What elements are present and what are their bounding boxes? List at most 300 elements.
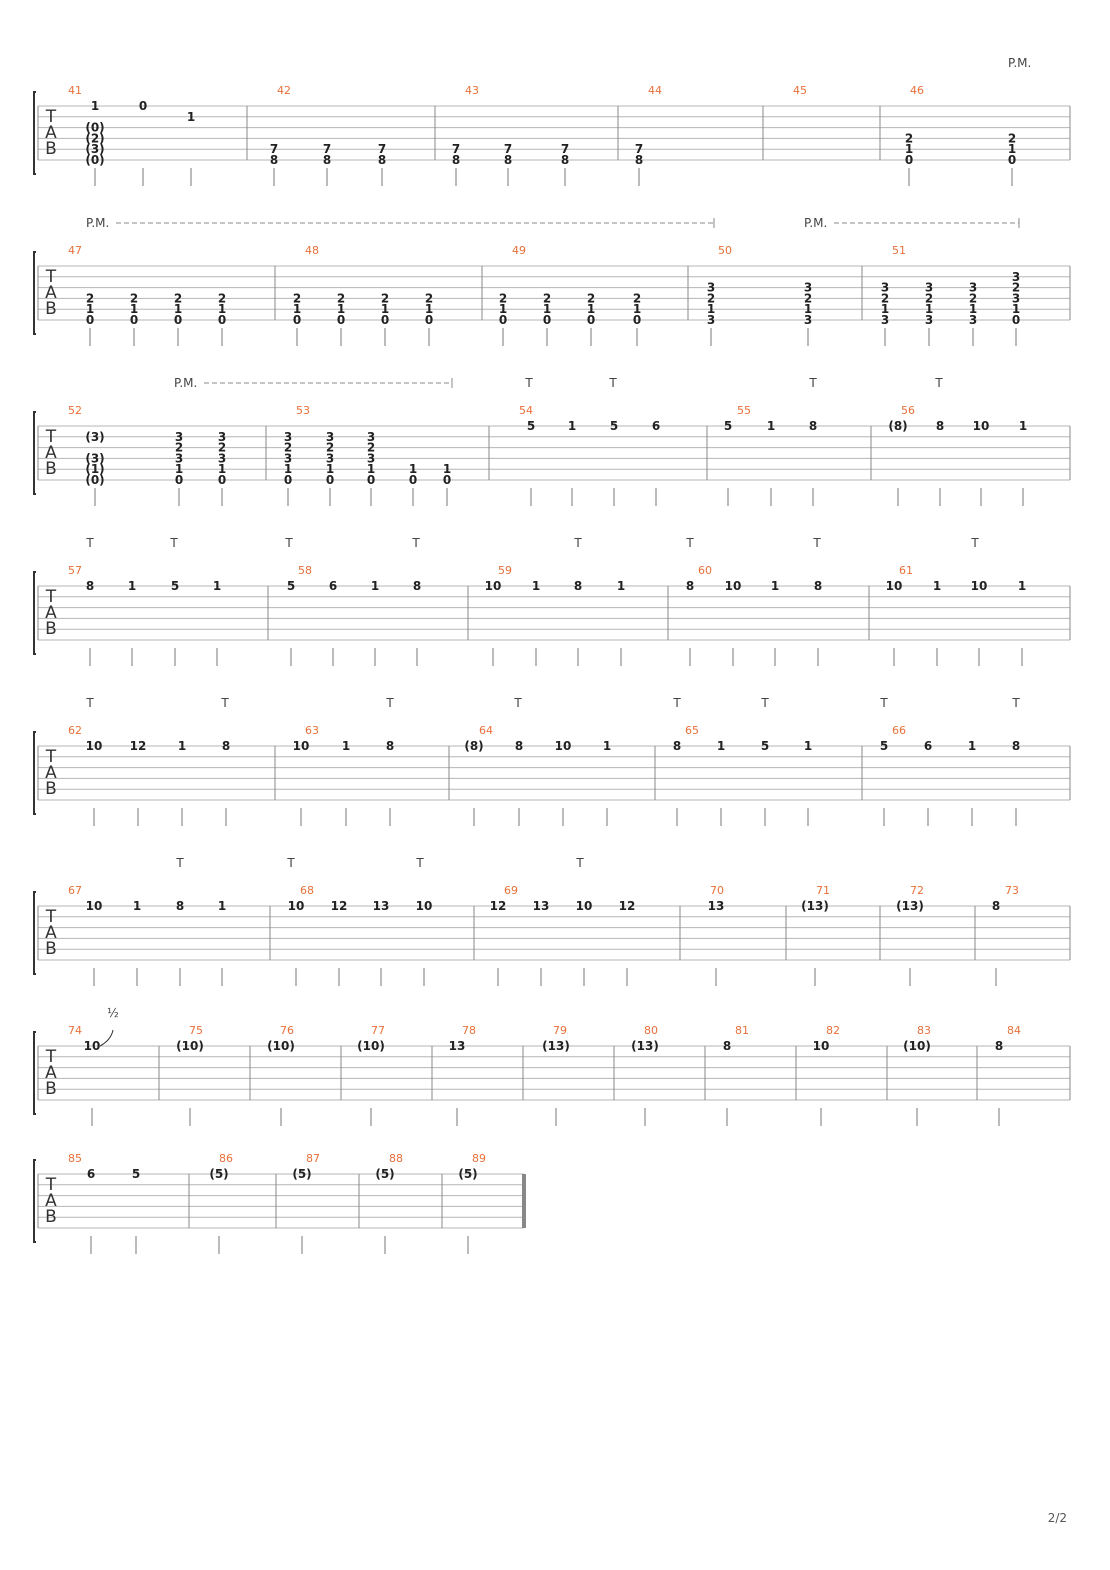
fret-number: (3) bbox=[85, 142, 105, 157]
fret-number: 8 bbox=[221, 739, 231, 753]
fret-number: 3 bbox=[174, 429, 184, 444]
fret-number: 2 bbox=[173, 291, 183, 306]
fret-number: 0 bbox=[1007, 153, 1017, 167]
fret-number: 10 bbox=[287, 899, 305, 913]
fret-number: 8 bbox=[685, 579, 695, 593]
tab-clef-letter: A bbox=[45, 923, 57, 943]
fret-number: 1 bbox=[803, 302, 813, 317]
tab-clef-letter: A bbox=[45, 123, 57, 143]
measure-number: 45 bbox=[793, 84, 807, 97]
fret-number: 8 bbox=[514, 739, 524, 753]
tap-marker: T bbox=[761, 696, 769, 710]
measure-number: 63 bbox=[305, 724, 319, 737]
fret-number: (0) bbox=[85, 153, 105, 167]
tap-marker: T bbox=[880, 696, 888, 710]
fret-number: (0) bbox=[85, 473, 105, 487]
fret-number: (10) bbox=[176, 1039, 204, 1053]
fret-number: 8 bbox=[560, 153, 570, 167]
fret-number: 1 bbox=[366, 462, 376, 477]
fret-number: 1 bbox=[602, 739, 612, 753]
measure-number: 46 bbox=[910, 84, 924, 97]
fret-number: 8 bbox=[672, 739, 682, 753]
fret-number: 7 bbox=[503, 142, 513, 157]
fret-number: 2 bbox=[498, 291, 508, 306]
fret-number: 10 bbox=[885, 579, 903, 593]
measure-number: 51 bbox=[892, 244, 906, 257]
fret-number: 1 bbox=[1011, 302, 1021, 317]
fret-number: 7 bbox=[322, 142, 332, 157]
fret-number: 2 bbox=[880, 291, 890, 306]
fret-number: (2) bbox=[85, 131, 105, 146]
fret-number: 0 bbox=[380, 313, 390, 327]
measure-number: 53 bbox=[296, 404, 310, 417]
tab-clef-letter: B bbox=[45, 299, 57, 319]
fret-number: 7 bbox=[377, 142, 387, 157]
fret-number: 3 bbox=[924, 280, 934, 295]
measure-number: 86 bbox=[219, 1152, 233, 1165]
fret-number: 5 bbox=[286, 579, 296, 593]
fret-number: (10) bbox=[903, 1039, 931, 1053]
fret-number: 1 bbox=[1017, 579, 1027, 593]
fret-number: 2 bbox=[283, 440, 293, 455]
fret-number: (8) bbox=[888, 419, 908, 433]
fret-number: (10) bbox=[267, 1039, 295, 1053]
fret-number: 3 bbox=[880, 280, 890, 295]
fret-number: 2 bbox=[542, 291, 552, 306]
measure-number: 74 bbox=[68, 1024, 82, 1037]
measure-number: 84 bbox=[1007, 1024, 1021, 1037]
measure-number: 80 bbox=[644, 1024, 658, 1037]
tab-clef-letter: A bbox=[45, 763, 57, 783]
tab-clef-letter: A bbox=[45, 443, 57, 463]
fret-number: 1 bbox=[424, 302, 434, 317]
fret-number: 7 bbox=[269, 142, 279, 157]
fret-number: 2 bbox=[904, 131, 914, 146]
fret-number: 6 bbox=[923, 739, 933, 753]
fret-number: 1 bbox=[716, 739, 726, 753]
tap-marker: T bbox=[285, 536, 293, 550]
fret-number: (5) bbox=[292, 1167, 312, 1181]
tab-clef-letter: T bbox=[45, 907, 57, 927]
fret-number: 5 bbox=[609, 419, 619, 433]
fret-number: 1 bbox=[616, 579, 626, 593]
fret-number: 1 bbox=[1018, 419, 1028, 433]
tab-clef-letter: T bbox=[45, 1047, 57, 1067]
fret-number: 1 bbox=[542, 302, 552, 317]
fret-number: 2 bbox=[380, 291, 390, 306]
fret-number: 6 bbox=[651, 419, 661, 433]
fret-number: 1 bbox=[129, 302, 139, 317]
fret-number: 8 bbox=[412, 579, 422, 593]
bend-label: ½ bbox=[107, 1006, 119, 1020]
tap-marker: T bbox=[170, 536, 178, 550]
fret-number: 8 bbox=[322, 153, 332, 167]
fret-number: 1 bbox=[174, 462, 184, 477]
fret-number: (13) bbox=[896, 899, 924, 913]
fret-number: 8 bbox=[573, 579, 583, 593]
fret-number: (5) bbox=[375, 1167, 395, 1181]
tab-clef-letter: B bbox=[45, 1079, 57, 1099]
fret-number: 3 bbox=[803, 313, 813, 327]
fret-number: 5 bbox=[723, 419, 733, 433]
palm-mute-label: P.M. bbox=[174, 376, 198, 390]
page-number: 2/2 bbox=[1047, 1511, 1067, 1525]
measure-number: 57 bbox=[68, 564, 82, 577]
fret-number: 1 bbox=[370, 579, 380, 593]
measure-number: 65 bbox=[685, 724, 699, 737]
fret-number: 8 bbox=[385, 739, 395, 753]
tap-marker: T bbox=[809, 376, 817, 390]
tap-marker: T bbox=[1012, 696, 1020, 710]
fret-number: 2 bbox=[85, 291, 95, 306]
tab-clef-letter: T bbox=[45, 747, 57, 767]
tab-clef-letter: T bbox=[45, 267, 57, 287]
system-bracket bbox=[34, 892, 36, 974]
measure-number: 87 bbox=[306, 1152, 320, 1165]
system-bracket bbox=[34, 252, 36, 334]
fret-number: 1 bbox=[341, 739, 351, 753]
fret-number: 0 bbox=[217, 473, 227, 487]
fret-number: 8 bbox=[994, 1039, 1004, 1053]
measure-number: 62 bbox=[68, 724, 82, 737]
fret-number: 0 bbox=[173, 313, 183, 327]
fret-number: 8 bbox=[808, 419, 818, 433]
fret-number: 3 bbox=[968, 313, 978, 327]
fret-number: 2 bbox=[129, 291, 139, 306]
system-bracket bbox=[34, 732, 36, 814]
tap-marker: T bbox=[525, 376, 533, 390]
fret-number: 1 bbox=[217, 462, 227, 477]
fret-number: 10 bbox=[554, 739, 572, 753]
measure-number: 71 bbox=[816, 884, 830, 897]
measure-number: 89 bbox=[472, 1152, 486, 1165]
fret-number: (0) bbox=[85, 120, 105, 135]
measure-number: 70 bbox=[710, 884, 724, 897]
fret-number: 0 bbox=[1011, 313, 1021, 327]
fret-number: 2 bbox=[336, 291, 346, 306]
fret-number: 1 bbox=[132, 899, 142, 913]
tap-marker: T bbox=[971, 536, 979, 550]
tab-clef-letter: A bbox=[45, 603, 57, 623]
tap-marker: T bbox=[412, 536, 420, 550]
tap-marker: T bbox=[813, 536, 821, 550]
fret-number: 1 bbox=[186, 109, 196, 124]
system-bracket bbox=[34, 572, 36, 654]
tap-marker: T bbox=[176, 856, 184, 870]
fret-number: 8 bbox=[1011, 739, 1021, 753]
fret-number: 8 bbox=[269, 153, 279, 167]
tap-marker: T bbox=[86, 536, 94, 550]
fret-number: 10 bbox=[415, 899, 433, 913]
fret-number: 5 bbox=[760, 739, 770, 753]
fret-number: 1 bbox=[967, 739, 977, 753]
tab-clef-letter: B bbox=[45, 779, 57, 799]
fret-number: 7 bbox=[560, 142, 570, 157]
fret-number: 3 bbox=[283, 429, 293, 444]
fret-number: 0 bbox=[325, 473, 335, 487]
fret-number: 5 bbox=[879, 739, 889, 753]
fret-number: 5 bbox=[131, 1167, 141, 1181]
fret-number: 13 bbox=[372, 899, 390, 913]
palm-mute-label: P.M. bbox=[804, 216, 828, 230]
measure-number: 81 bbox=[735, 1024, 749, 1037]
fret-number: 2 bbox=[325, 440, 335, 455]
fret-number: 5 bbox=[526, 419, 536, 433]
fret-number: 1 bbox=[567, 419, 577, 433]
fret-number: 0 bbox=[586, 313, 596, 327]
fret-number: 2 bbox=[424, 291, 434, 306]
system-bracket bbox=[34, 412, 36, 494]
tab-clef-letter: T bbox=[45, 1175, 57, 1195]
fret-number: 2 bbox=[803, 291, 813, 306]
tap-marker: T bbox=[686, 536, 694, 550]
fret-number: 3 bbox=[968, 280, 978, 295]
measure-number: 78 bbox=[462, 1024, 476, 1037]
fret-number: 10 bbox=[812, 1039, 830, 1053]
fret-number: (5) bbox=[458, 1167, 478, 1181]
fret-number: 8 bbox=[451, 153, 461, 167]
fret-number: 2 bbox=[366, 440, 376, 455]
fret-number: 6 bbox=[328, 579, 338, 593]
fret-number: 8 bbox=[991, 899, 1001, 913]
fret-number: 6 bbox=[86, 1167, 96, 1181]
measure-number: 88 bbox=[389, 1152, 403, 1165]
fret-number: 3 bbox=[706, 280, 716, 295]
measure-number: 66 bbox=[892, 724, 906, 737]
measure-number: 49 bbox=[512, 244, 526, 257]
measure-number: 75 bbox=[189, 1024, 203, 1037]
fret-number: 5 bbox=[170, 579, 180, 593]
fret-number: 1 bbox=[217, 899, 227, 913]
fret-number: 3 bbox=[366, 429, 376, 444]
fret-number: 3 bbox=[217, 429, 227, 444]
palm-mute-label: P.M. bbox=[1008, 56, 1032, 70]
measure-number: 64 bbox=[479, 724, 493, 737]
fret-number: 12 bbox=[618, 899, 636, 913]
tap-marker: T bbox=[609, 376, 617, 390]
fret-number: 1 bbox=[217, 302, 227, 317]
fret-number: 0 bbox=[366, 473, 376, 487]
fret-number: 0 bbox=[217, 313, 227, 327]
measure-number: 41 bbox=[68, 84, 82, 97]
tab-clef-letter: T bbox=[45, 427, 57, 447]
fret-number: 0 bbox=[632, 313, 642, 327]
fret-number: 8 bbox=[722, 1039, 732, 1053]
fret-number: 10 bbox=[575, 899, 593, 913]
fret-number: 7 bbox=[451, 142, 461, 157]
measure-number: 83 bbox=[917, 1024, 931, 1037]
measure-number: 56 bbox=[901, 404, 915, 417]
fret-number: 0 bbox=[336, 313, 346, 327]
measure-number: 79 bbox=[553, 1024, 567, 1037]
fret-number: 0 bbox=[283, 473, 293, 487]
fret-number: 1 bbox=[1007, 142, 1017, 157]
fret-number: 1 bbox=[498, 302, 508, 317]
measure-number: 85 bbox=[68, 1152, 82, 1165]
fret-number: 1 bbox=[292, 302, 302, 317]
tab-clef-letter: B bbox=[45, 139, 57, 159]
tab-clef-letter: B bbox=[45, 1207, 57, 1227]
fret-number: 2 bbox=[217, 291, 227, 306]
fret-number: 1 bbox=[968, 302, 978, 317]
fret-number: 3 bbox=[366, 451, 376, 466]
tap-marker: T bbox=[221, 696, 229, 710]
fret-number: 1 bbox=[924, 302, 934, 317]
fret-number: 10 bbox=[85, 739, 103, 753]
tap-marker: T bbox=[287, 856, 295, 870]
fret-number: 13 bbox=[448, 1039, 466, 1053]
fret-number: 1 bbox=[173, 302, 183, 317]
fret-number: 8 bbox=[175, 899, 185, 913]
fret-number: (1) bbox=[85, 462, 105, 477]
fret-number: (13) bbox=[801, 899, 829, 913]
fret-number: (8) bbox=[464, 739, 484, 753]
fret-number: 8 bbox=[377, 153, 387, 167]
tap-marker: T bbox=[86, 696, 94, 710]
fret-number: 10 bbox=[972, 419, 990, 433]
fret-number: 0 bbox=[542, 313, 552, 327]
fret-number: 10 bbox=[970, 579, 988, 593]
fret-number: 1 bbox=[325, 462, 335, 477]
fret-number: 1 bbox=[85, 302, 95, 317]
tab-clef-letter: B bbox=[45, 619, 57, 639]
tap-marker: T bbox=[514, 696, 522, 710]
fret-number: 1 bbox=[766, 419, 776, 433]
system-bracket bbox=[34, 1032, 36, 1114]
fret-number: 8 bbox=[85, 579, 95, 593]
fret-number: 1 bbox=[531, 579, 541, 593]
fret-number: 8 bbox=[935, 419, 945, 433]
palm-mute-label: P.M. bbox=[86, 216, 110, 230]
fret-number: (3) bbox=[85, 451, 105, 466]
fret-number: 3 bbox=[1011, 269, 1021, 284]
tab-clef-letter: A bbox=[45, 283, 57, 303]
tap-marker: T bbox=[386, 696, 394, 710]
fret-number: 3 bbox=[325, 429, 335, 444]
fret-number: 0 bbox=[408, 473, 418, 487]
fret-number: (13) bbox=[631, 1039, 659, 1053]
measure-number: 68 bbox=[300, 884, 314, 897]
tab-clef-letter: A bbox=[45, 1191, 57, 1211]
fret-number: 0 bbox=[424, 313, 434, 327]
tab-clef-letter: T bbox=[45, 587, 57, 607]
measure-number: 73 bbox=[1005, 884, 1019, 897]
fret-number: 10 bbox=[484, 579, 502, 593]
fret-number: 3 bbox=[706, 313, 716, 327]
measure-number: 55 bbox=[737, 404, 751, 417]
fret-number: 3 bbox=[283, 451, 293, 466]
fret-number: 0 bbox=[174, 473, 184, 487]
fret-number: 1 bbox=[904, 142, 914, 157]
fret-number: 2 bbox=[586, 291, 596, 306]
fret-number: 2 bbox=[1007, 131, 1017, 146]
fret-number: 1 bbox=[90, 99, 100, 113]
fret-number: 3 bbox=[217, 451, 227, 466]
fret-number: 1 bbox=[586, 302, 596, 317]
fret-number: 2 bbox=[1011, 280, 1021, 295]
fret-number: 8 bbox=[813, 579, 823, 593]
tap-marker: T bbox=[574, 536, 582, 550]
fret-number: 1 bbox=[408, 462, 418, 477]
fret-number: 0 bbox=[904, 153, 914, 167]
fret-number: 0 bbox=[442, 473, 452, 487]
fret-number: 2 bbox=[217, 440, 227, 455]
measure-number: 76 bbox=[280, 1024, 294, 1037]
fret-number: 1 bbox=[932, 579, 942, 593]
fret-number: 10 bbox=[85, 899, 103, 913]
fret-number: 13 bbox=[707, 899, 725, 913]
fret-number: 0 bbox=[85, 313, 95, 327]
measure-number: 50 bbox=[718, 244, 732, 257]
tap-marker: T bbox=[673, 696, 681, 710]
fret-number: 1 bbox=[212, 579, 222, 593]
measure-number: 48 bbox=[305, 244, 319, 257]
fret-number: 3 bbox=[880, 313, 890, 327]
fret-number: 1 bbox=[880, 302, 890, 317]
measure-number: 59 bbox=[498, 564, 512, 577]
measure-number: 44 bbox=[648, 84, 662, 97]
fret-number: 1 bbox=[127, 579, 137, 593]
fret-number: 8 bbox=[634, 153, 644, 167]
measure-number: 43 bbox=[465, 84, 479, 97]
measure-number: 54 bbox=[519, 404, 533, 417]
fret-number: 1 bbox=[706, 302, 716, 317]
fret-number: 1 bbox=[803, 739, 813, 753]
fret-number: 12 bbox=[330, 899, 348, 913]
fret-number: 3 bbox=[174, 451, 184, 466]
fret-number: 12 bbox=[489, 899, 507, 913]
measure-number: 52 bbox=[68, 404, 82, 417]
measure-number: 47 bbox=[68, 244, 82, 257]
fret-number: 1 bbox=[632, 302, 642, 317]
measure-number: 69 bbox=[504, 884, 518, 897]
bend-arrow bbox=[100, 1030, 113, 1046]
tap-marker: T bbox=[576, 856, 584, 870]
fret-number: 2 bbox=[924, 291, 934, 306]
fret-number: 0 bbox=[129, 313, 139, 327]
tab-clef-letter: B bbox=[45, 939, 57, 959]
fret-number: 13 bbox=[532, 899, 550, 913]
fret-number: 10 bbox=[292, 739, 310, 753]
measure-number: 60 bbox=[698, 564, 712, 577]
fret-number: 8 bbox=[503, 153, 513, 167]
fret-number: 2 bbox=[968, 291, 978, 306]
system-bracket bbox=[34, 1160, 36, 1242]
fret-number: (10) bbox=[357, 1039, 385, 1053]
fret-number: 1 bbox=[177, 739, 187, 753]
fret-number: 7 bbox=[634, 142, 644, 157]
fret-number: 3 bbox=[325, 451, 335, 466]
tap-marker: T bbox=[935, 376, 943, 390]
fret-number: 12 bbox=[129, 739, 147, 753]
tab-clef-letter: B bbox=[45, 459, 57, 479]
measure-number: 42 bbox=[277, 84, 291, 97]
fret-number: 0 bbox=[138, 99, 148, 113]
measure-number: 58 bbox=[298, 564, 312, 577]
fret-number: (3) bbox=[85, 429, 105, 444]
fret-number: (5) bbox=[209, 1167, 229, 1181]
fret-number: 2 bbox=[706, 291, 716, 306]
tap-marker: T bbox=[416, 856, 424, 870]
fret-number: 1 bbox=[442, 462, 452, 477]
tab-clef-letter: A bbox=[45, 1063, 57, 1083]
fret-number: 10 bbox=[724, 579, 742, 593]
measure-number: 67 bbox=[68, 884, 82, 897]
fret-number: 0 bbox=[498, 313, 508, 327]
fret-number: (13) bbox=[542, 1039, 570, 1053]
measure-number: 82 bbox=[826, 1024, 840, 1037]
tab-clef-letter: T bbox=[45, 107, 57, 127]
